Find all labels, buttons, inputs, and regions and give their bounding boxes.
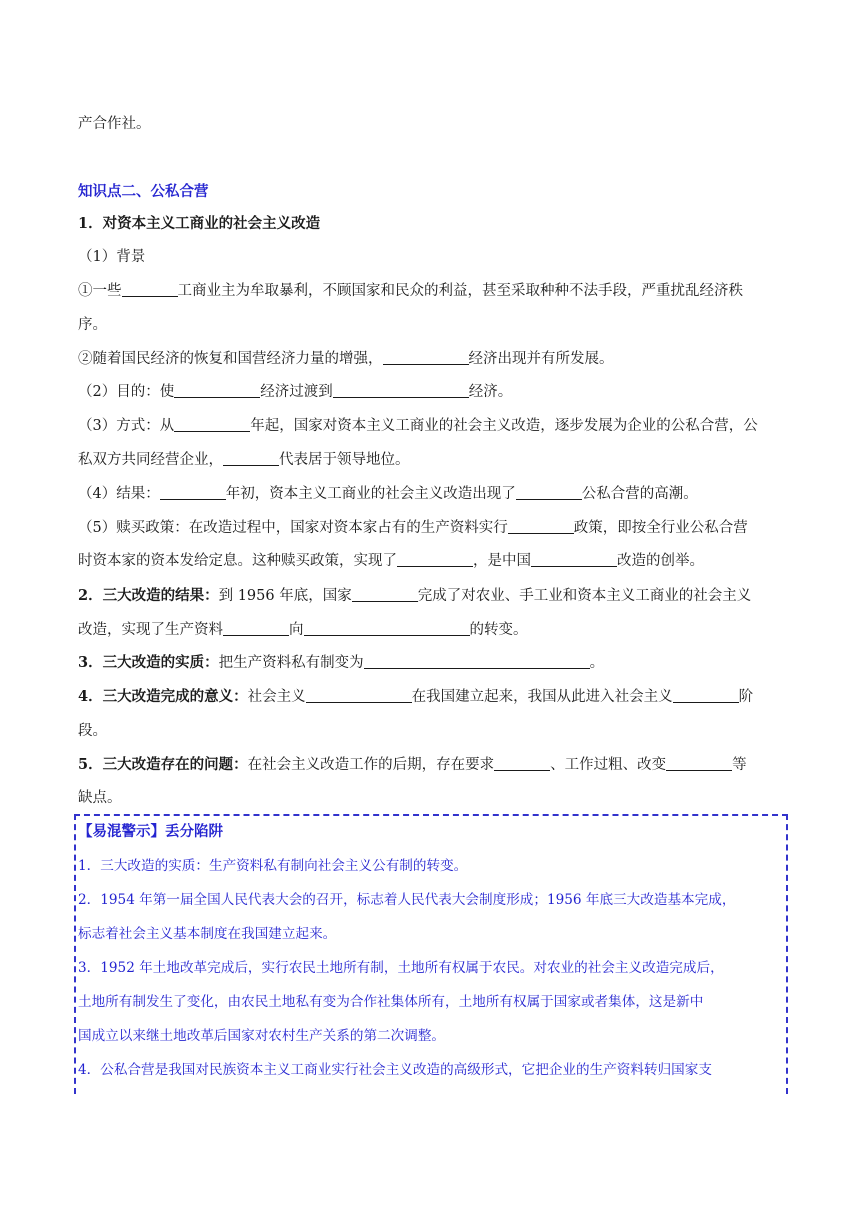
fill-blank[interactable]	[304, 620, 470, 636]
text: 社会主义	[247, 689, 306, 705]
fill-blank[interactable]	[494, 755, 550, 771]
text: 3．1952 年土地改革完成后，实行农民土地所有制，土地所有权属于农民。对农业的社会主义改造完成后，	[78, 960, 724, 976]
warning-item	[78, 992, 784, 1012]
text: 产合作社。	[78, 116, 151, 132]
fill-blank[interactable]	[666, 755, 732, 771]
text: （2）目的：使	[78, 384, 175, 400]
fill-blank[interactable]	[508, 518, 574, 534]
warning-item	[78, 890, 784, 910]
text: 段。	[78, 723, 107, 739]
text-line	[78, 687, 784, 707]
fill-blank[interactable]	[673, 687, 739, 703]
text-line	[78, 721, 784, 741]
text: 完成了对农业、手工业和资本主义工商业的社会主义	[417, 588, 752, 604]
text-line	[78, 551, 784, 571]
text-line	[78, 382, 784, 402]
text-line	[78, 349, 784, 369]
text: ，是中国	[473, 553, 531, 569]
text-line	[78, 586, 784, 606]
text: 1．三大改造的实质：生产资料私有制向社会主义公有制的转变。	[78, 858, 468, 874]
warning-item	[78, 856, 784, 876]
fill-blank[interactable]	[223, 620, 289, 636]
text: 4．公私合营是我国对民族资本主义工商业实行社会主义改造的高级形式，它把企业的生产资料转归国家支	[78, 1062, 712, 1078]
warning-box-title	[78, 822, 784, 842]
text: （3）方式：从	[78, 418, 175, 434]
fill-blank[interactable]	[174, 416, 250, 432]
text-line	[78, 484, 784, 504]
text-line	[78, 653, 784, 673]
text: 经济出现并有所发展。	[468, 351, 614, 367]
text: 代表居于领导地位。	[279, 452, 410, 468]
text: 年起，国家对资本主义工商业的社会主义改造，逐步发展为企业的公私合营，公	[250, 418, 758, 434]
text: 到 1956 年底，国家	[218, 588, 352, 604]
fill-blank[interactable]	[306, 687, 412, 703]
fill-blank[interactable]	[160, 484, 226, 500]
fill-blank[interactable]	[174, 382, 260, 398]
text: 标志着社会主义基本制度在我国建立起来。	[78, 926, 337, 942]
fill-blank[interactable]	[223, 450, 279, 466]
text: 私双方共同经营企业，	[78, 452, 223, 468]
fill-blank[interactable]	[383, 349, 469, 365]
text: （1）背景	[78, 249, 146, 265]
text-line	[78, 518, 784, 538]
text-line	[78, 281, 784, 301]
text: ①一些	[78, 283, 122, 299]
text: 、工作过粗、改变	[550, 757, 667, 773]
text-line	[78, 114, 784, 134]
subsection-title	[78, 214, 784, 234]
section-heading	[78, 182, 784, 202]
item-label: 4．三大改造完成的意义：	[78, 688, 248, 705]
text: 。	[589, 655, 605, 671]
text: 缺点。	[78, 790, 122, 806]
text: （5）赎买政策：在改造过程中，国家对资本家占有的生产资料实行	[78, 520, 508, 536]
text: 把生产资料私有制变为	[218, 655, 364, 671]
text: 政策，即按全行业公私合营	[573, 520, 748, 536]
fill-blank[interactable]	[333, 382, 469, 398]
text-line	[78, 416, 784, 436]
text: 的转变。	[469, 622, 528, 638]
text: 改造，实现了生产资料	[78, 622, 223, 638]
text: 土地所有制发生了变化，由农民土地私有变为合作社集体所有，土地所有权属于国家或者集体，这是新中	[78, 994, 704, 1010]
item-label: 5．三大改造存在的问题：	[78, 756, 248, 773]
text: 阶	[738, 689, 754, 705]
text: 向	[289, 622, 304, 638]
text: 等	[732, 757, 747, 773]
fill-blank[interactable]	[122, 281, 178, 297]
text: 在我国建立起来，我国从此进入社会主义	[411, 689, 673, 705]
text-line	[78, 788, 784, 808]
fill-blank[interactable]	[352, 586, 418, 602]
text: 改造的创举。	[617, 553, 704, 569]
text: 工商业主为牟取暴利，不顾国家和民众的利益，甚至采取种种不法手段，严重扰乱经济秩	[177, 283, 743, 299]
text: （4）结果：	[78, 486, 160, 502]
fill-blank[interactable]	[364, 653, 590, 669]
text: 在社会主义改造工作的后期，存在要求	[247, 757, 495, 773]
item-label: 2．三大改造的结果：	[78, 587, 219, 604]
text-line	[78, 755, 784, 775]
text: 2．1954 年第一届全国人民代表大会的召开，标志着人民代表大会制度形成；1956 年底三大改造基本完成，	[78, 892, 736, 908]
text-line	[78, 620, 784, 640]
text: 公私合营的高潮。	[581, 486, 698, 502]
fill-blank[interactable]	[397, 551, 473, 567]
fill-blank[interactable]	[531, 551, 617, 567]
item-label: 3．三大改造的实质：	[78, 654, 219, 671]
text: 序。	[78, 317, 107, 333]
heading-text: 知识点二、公私合营	[78, 183, 209, 200]
warning-item	[78, 1026, 784, 1046]
text: 经济。	[468, 384, 513, 400]
text: 国成立以来继土地改革后国家对农村生产关系的第二次调整。	[78, 1028, 446, 1044]
text-line	[78, 315, 784, 335]
text: 1．对资本主义工商业的社会主义改造	[78, 215, 321, 232]
warning-item	[78, 924, 784, 944]
text: 经济过渡到	[260, 384, 333, 400]
text-line	[78, 450, 784, 470]
warning-item	[78, 958, 784, 978]
text: ②随着国民经济的恢复和国营经济力量的增强，	[78, 351, 383, 367]
text: 【易混警示】丢分陷阱	[78, 823, 223, 840]
text-line	[78, 247, 784, 267]
text: 时资本家的资本发给定息。这种赎买政策，实现了	[78, 553, 397, 569]
warning-item	[78, 1060, 784, 1080]
fill-blank[interactable]	[516, 484, 582, 500]
text: 年初，资本主义工商业的社会主义改造出现了	[225, 486, 516, 502]
